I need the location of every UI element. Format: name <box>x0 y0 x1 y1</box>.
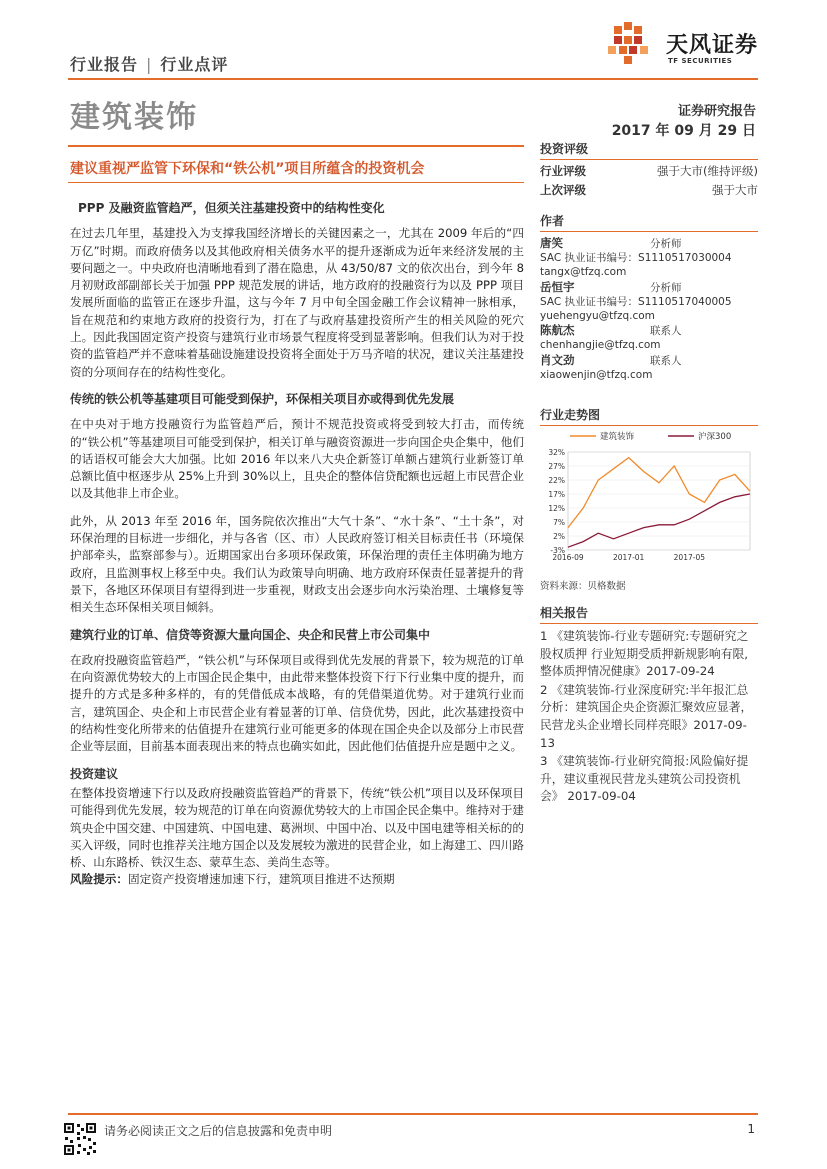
series-line-1 <box>568 494 750 547</box>
footer-divider <box>68 1113 758 1115</box>
chart-header-box <box>540 406 758 426</box>
section-heading: 传统的铁公机等基建项目可能受到保护，环保相关项目亦或得到优先发展 <box>70 391 455 406</box>
related-report-item[interactable]: 2 《建筑装饰-行业深度研究:半年报汇总分析：建筑国企央企资源汇聚效应显著，民营龙头企业增长同样亮眼》2017-09-13 <box>540 682 753 750</box>
report-date: 2017 年 09 月 29 日 <box>611 123 756 139</box>
author-role: 联系人 <box>650 354 682 367</box>
invest-section <box>70 766 524 889</box>
rating-box <box>540 140 758 200</box>
rating-label: 行业评级 <box>540 164 586 178</box>
rating-header: 投资评级 <box>540 140 758 160</box>
invest-paragraph: 在整体投资增速下行以及政府投融资监管趋严的背景下，传统“铁公机”项目以及环保项目可能得到优先发展，较为规范的订单在向资源优势较大的上市国企民企集中。维持对于建筑央企中国交建、中国建筑、中国电建、葛洲坝、中国中冶、以及中国电建等相关标的的买入评级，同时也推荐关注地方国企以及发展较为激进的民营企业，如上海建工、四川路桥、山东路桥、铁汉生态、蒙草生态、美尚生态等。 <box>70 785 524 870</box>
section-2 <box>70 391 524 617</box>
prev-rating-value: 强于大市 <box>712 183 758 197</box>
risk-note <box>70 871 524 888</box>
report-category: 行业报告 | 行业点评 <box>70 55 229 74</box>
prev-rating-label: 上次评级 <box>540 183 586 197</box>
document-title: 建议重视严监管下环保和“铁公机”项目所蕴含的投资机会 <box>70 161 425 177</box>
category-label: 行业报告 <box>70 55 139 74</box>
industry-trend-chart <box>540 426 758 576</box>
y-tick-label: 2% <box>553 532 565 541</box>
y-tick-label: 32% <box>548 448 565 457</box>
author-role: 分析师 <box>650 238 682 250</box>
risk-text: 固定资产投资增速加速下行，建筑项目推进不达预期 <box>127 872 395 887</box>
author-email[interactable]: chenhangjie@tfzq.com <box>540 339 661 352</box>
authors-header: 作者 <box>540 212 758 232</box>
y-tick-label: 22% <box>548 476 565 485</box>
y-tick-label: 12% <box>548 504 565 513</box>
related-report-item[interactable]: 3 《建筑装饰-行业研究简报:风险偏好提升，建议重视民营龙头建筑公司投资机会》 2017-09-04 <box>540 754 749 804</box>
y-tick-label: 27% <box>548 462 565 471</box>
author-entry <box>540 353 758 382</box>
x-tick-label: 2016-09 <box>552 553 584 562</box>
x-tick-label: 2017-05 <box>673 553 706 562</box>
author-name: 唐笑 <box>540 236 563 250</box>
legend-label: 沪深300 <box>698 432 732 442</box>
author-email[interactable]: yuehengyu@tfzq.com <box>540 310 655 323</box>
section-heading: 建筑行业的订单、信贷等资源大量向国企、央企和民营上市公司集中 <box>70 627 431 642</box>
rating-row <box>540 162 758 181</box>
author-entry <box>540 280 758 324</box>
report-type: 证券研究报告 <box>677 104 756 119</box>
invest-heading: 投资建议 <box>70 766 119 781</box>
legend-label: 建筑装饰 <box>600 432 635 442</box>
author-name: 肖文劲 <box>540 352 575 367</box>
brand-name-en: TF SECURITIES <box>668 57 733 65</box>
main-content <box>70 200 524 895</box>
header-divider <box>68 78 758 80</box>
rating-value: 强于大市(维持评级) <box>657 164 758 178</box>
title-divider-top <box>68 145 524 147</box>
chart-header: 行业走势图 <box>540 406 758 426</box>
author-email[interactable]: tangx@tfzq.com <box>540 266 627 279</box>
series-line-0 <box>568 458 750 528</box>
paragraph: 在过去几年里，基建投入为支撑我国经济增长的关键因素之一，尤其在 2009 年后的“四万亿”时期。而政府债务以及其他政府相关债务水平的提升逐渐成为近年来经济发展的主要问题之一。中央政府也清晰地看到了潜在隐患，从 43/50/87 文的依次出台，到今年 8 月初财政部副部长关于加强 PPP 规范发展的讲话，地方政府的投融资行为以及 PPP 项目发展所面临的监管正在逐步升温，这与今年 7 月中旬全国金融工作会议精神一脉相承，旨在规范和约束地方政府的投资行为，打在了与政府基建投资所产生的相关风险的死穴上。因此我国固定资产投资与建筑行业市场景气程度将受到显著影响。但我们认为对于投资的监管趋严并不意味着基础设施建设投资将全面处于万马齐喑的状况，建议关注基建投资的分项间存在的结构性变化。 <box>70 226 524 379</box>
y-tick-label: 17% <box>548 490 565 499</box>
author-role: 分析师 <box>650 281 682 294</box>
author-cert: SAC 执业证书编号：S1110517030004 <box>540 252 732 265</box>
paragraph: 此外，从 2013 年至 2016 年，国务院依次推出“大气十条”、“水十条”、“土十条”，对环保治理的目标进一步细化，并与各省（区、市）人民政府签订相关目标责任书（环境保护部牵头，监察部参与）。近期国家出台多项环保政策，环保治理的责任主体明确为地方政府，且监测事权上移至中央。我们认为政策导向明确、地方政府环保责任显著提升的背景下，各地区环保项目有望得到进一步重视，财政支出会逐步向水污染治理、土壤修复等相关生态环保相关项目倾斜。 <box>70 513 524 615</box>
author-cert: SAC 执业证书编号：S1110517040005 <box>540 295 732 308</box>
author-name: 陈航杰 <box>540 323 575 338</box>
section-3 <box>70 627 524 756</box>
author-name: 岳恒宇 <box>540 279 575 294</box>
title-divider-bottom <box>68 182 524 183</box>
related-report-item[interactable]: 1 《建筑装饰-行业专题研究:专题研究之股权质押 行业短期受质押新规影响有限,整体质押情况健康》2017-09-24 <box>540 629 749 679</box>
paragraph: 在政府投融资监管趋严，“铁公机”与环保项目或得到优先发展的背景下，较为规范的订单在向资源优势较大的上市国企民企集中，由此带来整体投资下行下行业集中度的提升，而提升的方式是多种多样的，有的凭借低成本战略，有的凭借渠道优势。对于建筑行业而言，建筑国企、央企和上市民营企业有着显著的订单、信贷优势，因此，此次基建投资中的结构性变化所带来的估值提升在建筑行业可能更多的体现在国企央企以及部分上市民营企业等层面，目前基本面表现出来的特点也确实如此，因此他们估值提升应是题中之义。 <box>70 652 524 754</box>
sector-title: 建筑装饰 <box>70 100 198 135</box>
brand-name: 天风证券 <box>666 33 759 58</box>
related-reports-box <box>540 604 758 807</box>
authors-box <box>540 212 758 382</box>
x-tick-label: 2017-01 <box>612 553 645 562</box>
y-tick-label: 7% <box>553 518 565 527</box>
author-entry <box>540 323 758 352</box>
paragraph: 在中央对于地方投融资行为监管趋严后，预计不规范投资或将受到较大打击，而传统的“铁公机”等基建项目可能受到保护，相关订单与融资资源进一步向国企央企集中，他们的话语权可能会大大加强。比如 2016 年以来八大央企新签订单额占建筑行业新签订单总额比值中枢逐步从 25%上升到 30%以上，且央企的整体信贷配额也远超上市民营企业以及其他非上市企业。 <box>70 417 524 501</box>
chart-source: 资料来源：贝格数据 <box>540 581 626 592</box>
prev-rating-row <box>540 181 758 200</box>
section-1 <box>70 200 524 381</box>
subcategory-label: 行业点评 <box>160 55 229 74</box>
section-heading: PPP 及融资监管趋严，但须关注基建投资中的结构性变化 <box>78 201 385 215</box>
footer-disclaimer[interactable]: 请务必阅读正文之后的信息披露和免责申明 <box>104 1124 333 1138</box>
qr-code-icon <box>63 1122 97 1156</box>
page-number: 1 <box>747 1122 755 1136</box>
author-role: 联系人 <box>650 325 682 338</box>
author-entry <box>540 236 758 280</box>
y-tick-label: -3% <box>550 546 565 555</box>
author-email[interactable]: xiaowenjin@tfzq.com <box>540 368 653 381</box>
related-header: 相关报告 <box>540 604 758 624</box>
risk-label: 风险提示： <box>70 872 128 887</box>
